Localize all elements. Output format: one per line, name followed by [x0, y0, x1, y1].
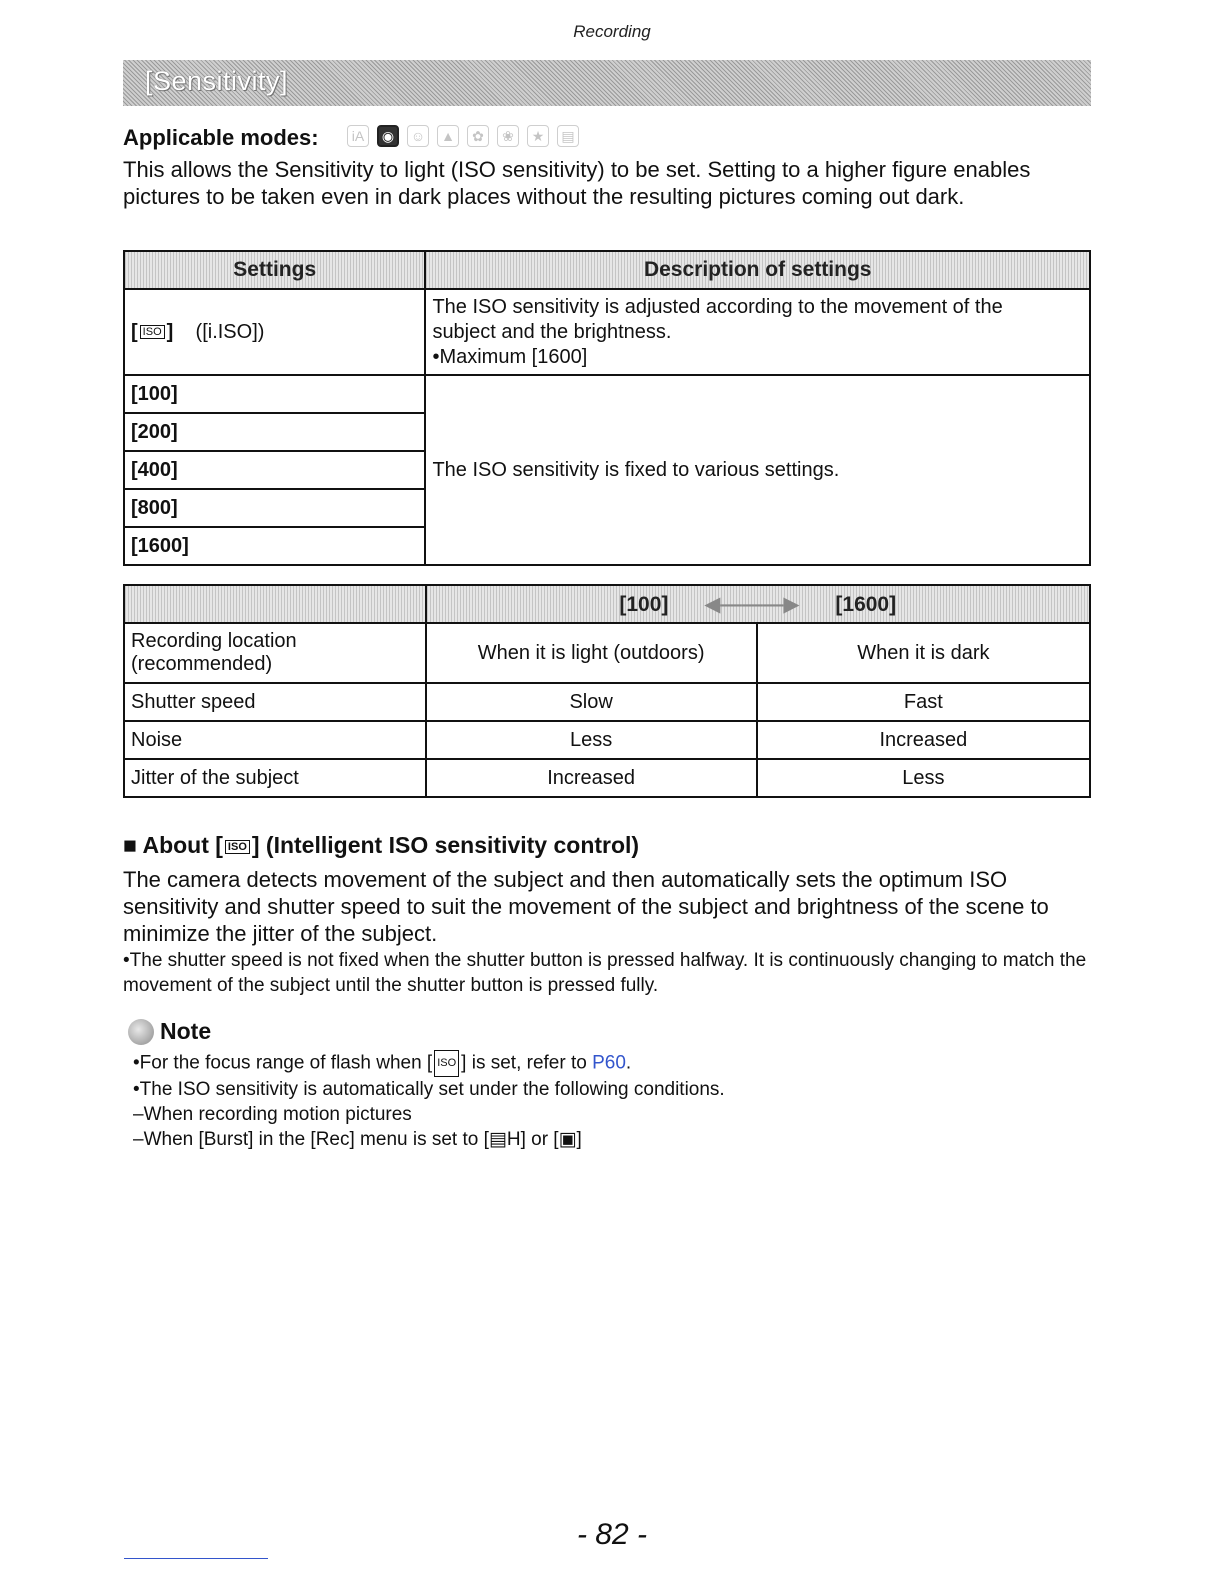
settings-table	[123, 250, 1091, 566]
setting-200: [200]	[124, 413, 425, 451]
macro-mode-icon: ❀	[497, 125, 519, 147]
location-low: When it is light (outdoors)	[426, 623, 757, 683]
note-line-1: •For the focus range of flash when [ ISO ] is set, refer to P60.	[133, 1050, 725, 1077]
description-header: Description of settings	[425, 251, 1090, 289]
setting-100: [100]	[124, 375, 425, 413]
portrait-mode-icon: ☺	[407, 125, 429, 147]
shutter-low: Slow	[426, 683, 757, 721]
range-arrow-icon: ◀———▶	[704, 592, 800, 616]
applicable-modes-label: Applicable modes:	[123, 125, 319, 150]
noise-low: Less	[426, 721, 757, 759]
about-heading: ■ About [ ISO ] (Intelligent ISO sensitivity control)	[123, 832, 640, 858]
row-label-location: Recording location (recommended)	[124, 623, 426, 683]
about-body: The camera detects movement of the subject and then automatically sets the optimum ISO sensitivity and shutter speed to suit the movement of the subject and brightness of the scene to minimize the jitter of the subject.	[123, 867, 1049, 946]
flash-burst-icon: ▣	[558, 1129, 577, 1150]
note-line-2: •The ISO sensitivity is automatically set under the following conditions.	[133, 1079, 725, 1100]
page-reference-link[interactable]: P60	[592, 1052, 626, 1074]
camera-mode-icon: ◉	[377, 125, 399, 147]
note-icon	[128, 1019, 154, 1045]
iiso-description-cell: The ISO sensitivity is adjusted according to the movement of the subject and the brightness. •Maximum [1600]	[425, 289, 1090, 375]
setting-1600: [1600]	[124, 527, 425, 565]
intro-paragraph: This allows the Sensitivity to light (ISO sensitivity) to be set. Setting to a higher figure enables pictures to be taken even in dark places without the resulting pictures coming out dark.	[123, 157, 1031, 209]
intelligent-auto-mode-icon: iA	[347, 125, 369, 147]
intelligent-iso-icon: ISO	[434, 1050, 459, 1077]
clipboard-mode-icon: ▤	[557, 125, 579, 147]
page-number: - 82 -	[576, 1518, 648, 1551]
row-label-shutter: Shutter speed	[124, 683, 426, 721]
running-head: Recording	[573, 22, 651, 41]
iiso-setting-cell: [ ISO ] ([i.ISO])	[124, 289, 425, 375]
location-high: When it is dark	[757, 623, 1090, 683]
jitter-low: Increased	[426, 759, 757, 797]
applicable-modes-icons	[347, 122, 579, 150]
square-bullet-icon: ■	[123, 832, 137, 858]
note-lines	[133, 1050, 725, 1152]
settings-header: Settings	[124, 251, 425, 289]
noise-high: Increased	[757, 721, 1090, 759]
about-bullet: •The shutter speed is not fixed when the shutter button is pressed halfway. It is continuously changing to match the movement of the subject until the shutter button is pressed fully.	[123, 950, 1087, 996]
shutter-high: Fast	[757, 683, 1090, 721]
comparison-header-blank	[124, 585, 426, 623]
setting-800: [800]	[124, 489, 425, 527]
scenery-mode-icon: ▲	[437, 125, 459, 147]
comparison-table	[123, 584, 1091, 798]
fixed-description-cell: The ISO sensitivity is fixed to various settings.	[425, 375, 1090, 565]
note-line-4: –When [Burst] in the [Rec] menu is set to [▤H] or [▣]	[133, 1129, 582, 1150]
intelligent-iso-icon: ISO	[140, 325, 165, 339]
intelligent-iso-icon: ISO	[225, 840, 250, 854]
note-heading: Note	[128, 1018, 211, 1045]
sports-mode-icon: ✿	[467, 125, 489, 147]
burst-icon: ▤	[488, 1129, 507, 1150]
row-label-noise: Noise	[124, 721, 426, 759]
note-line-3: –When recording motion pictures	[133, 1104, 412, 1125]
section-title-bar	[123, 60, 1091, 106]
section-title: [Sensitivity]	[145, 66, 289, 96]
footer-divider	[124, 1558, 268, 1559]
scene-mode-icon: ★	[527, 125, 549, 147]
setting-400: [400]	[124, 451, 425, 489]
row-label-jitter: Jitter of the subject	[124, 759, 426, 797]
comparison-header-range: [100] ◀———▶ [1600]	[426, 585, 1091, 623]
jitter-high: Less	[757, 759, 1090, 797]
